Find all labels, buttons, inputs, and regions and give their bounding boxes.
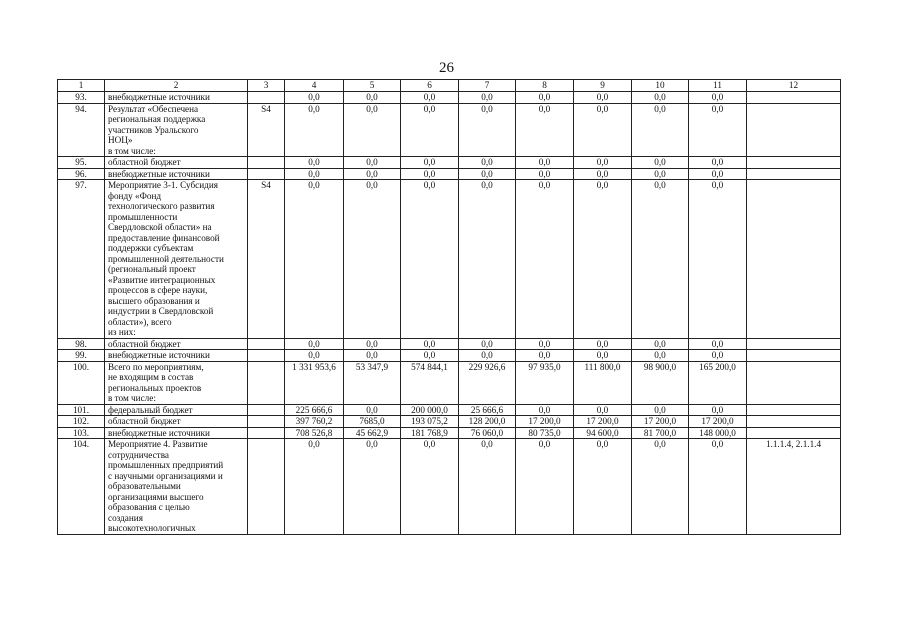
table-row <box>58 157 841 169</box>
row-description <box>105 157 248 169</box>
description-line: индустрии в Свердловской <box>108 306 214 316</box>
table-body <box>58 80 841 535</box>
column-number-header: 4 <box>285 80 344 92</box>
row-number: 96. <box>58 168 105 180</box>
value-cell: 0,0 <box>574 92 632 104</box>
value-cell: 0,0 <box>574 439 632 535</box>
row-description <box>105 168 248 180</box>
value-cell: 0,0 <box>459 350 516 362</box>
value-cell: 0,0 <box>344 157 401 169</box>
value-cell: 0,0 <box>632 103 689 157</box>
value-cell: 17 200,0 <box>516 416 574 428</box>
value-cell: 0,0 <box>632 92 689 104</box>
value-cell: 0,0 <box>401 157 459 169</box>
value-cell: 1 331 953,6 <box>285 361 344 404</box>
row-number: 94. <box>58 103 105 157</box>
value-cell: 0,0 <box>401 168 459 180</box>
budget-code: S4 <box>248 180 285 339</box>
value-cell: 148 000,0 <box>689 427 747 439</box>
value-cell: 0,0 <box>285 180 344 339</box>
row-description <box>105 361 248 404</box>
description-line: внебюджетные источники <box>108 92 210 102</box>
value-cell: 0,0 <box>632 404 689 416</box>
row-number: 103. <box>58 427 105 439</box>
row-number: 104. <box>58 439 105 535</box>
description-line: Результат «Обеспечена <box>108 103 199 114</box>
description-line: областной бюджет <box>108 157 181 167</box>
budget-code <box>248 350 285 362</box>
value-cell: 0,0 <box>344 404 401 416</box>
value-cell: 0,0 <box>574 338 632 350</box>
value-cell: 0,0 <box>401 103 459 157</box>
description-line: региональных проектов <box>108 382 202 393</box>
value-cell: 0,0 <box>344 168 401 180</box>
budget-code <box>248 404 285 416</box>
value-cell: 0,0 <box>516 92 574 104</box>
target-indicator <box>747 92 841 104</box>
value-cell: 0,0 <box>689 92 747 104</box>
value-cell: 17 200,0 <box>632 416 689 428</box>
value-cell: 0,0 <box>344 180 401 339</box>
table-row <box>58 439 841 535</box>
target-indicator <box>747 168 841 180</box>
value-cell: 0,0 <box>574 350 632 362</box>
budget-code <box>248 439 285 535</box>
description-line: областной бюджет <box>108 416 181 426</box>
value-cell: 0,0 <box>574 103 632 157</box>
description-line: региональная поддержка <box>108 114 206 124</box>
column-number-header: 6 <box>401 80 459 92</box>
description-line: Свердловской области» на <box>108 222 212 232</box>
column-number-header: 10 <box>632 80 689 92</box>
value-cell: 0,0 <box>344 338 401 350</box>
value-cell: 0,0 <box>285 168 344 180</box>
value-cell: 0,0 <box>285 92 344 104</box>
column-number-header: 11 <box>689 80 747 92</box>
row-description <box>105 350 248 362</box>
row-description <box>105 404 248 416</box>
table-row <box>58 92 841 104</box>
column-number-row <box>58 80 841 92</box>
value-cell: 0,0 <box>574 404 632 416</box>
value-cell: 0,0 <box>632 157 689 169</box>
value-cell: 0,0 <box>689 439 747 535</box>
description-line: НОЦ» <box>108 135 133 145</box>
description-line: не входящим в состав <box>108 372 194 382</box>
description-line: внебюджетные источники <box>108 168 210 179</box>
value-cell: 0,0 <box>401 338 459 350</box>
column-number-header: 1 <box>58 80 105 92</box>
description-line: «Развитие интеграционных <box>108 274 216 285</box>
value-cell: 0,0 <box>459 157 516 169</box>
value-cell: 0,0 <box>459 338 516 350</box>
budget-code <box>248 361 285 404</box>
budget-code: S4 <box>248 103 285 157</box>
row-description <box>105 427 248 439</box>
description-line: участников Уральского <box>108 124 199 135</box>
value-cell: 0,0 <box>516 439 574 535</box>
value-cell: 0,0 <box>516 180 574 339</box>
value-cell: 0,0 <box>459 180 516 339</box>
description-line: образования с целью <box>108 502 190 512</box>
value-cell: 25 666,6 <box>459 404 516 416</box>
value-cell: 225 666,6 <box>285 404 344 416</box>
value-cell: 0,0 <box>401 439 459 535</box>
value-cell: 0,0 <box>285 103 344 157</box>
description-line: внебюджетные источники <box>108 427 210 438</box>
value-cell: 193 075,2 <box>401 416 459 428</box>
value-cell: 0,0 <box>401 180 459 339</box>
value-cell: 0,0 <box>689 404 747 416</box>
value-cell: 0,0 <box>632 350 689 362</box>
value-cell: 0,0 <box>459 168 516 180</box>
description-line: Мероприятие 3-1. Субсидия <box>108 180 218 190</box>
budget-code <box>248 416 285 428</box>
value-cell: 53 347,9 <box>344 361 401 404</box>
row-number: 97. <box>58 180 105 339</box>
value-cell: 0,0 <box>516 404 574 416</box>
description-line: создания <box>108 512 143 523</box>
description-line: процессов в сфере науки, <box>108 285 208 295</box>
description-line: (региональный проект <box>108 264 196 274</box>
value-cell: 0,0 <box>689 180 747 339</box>
description-line: поддержки субъектам <box>108 243 194 253</box>
budget-code <box>248 338 285 350</box>
table-row <box>58 350 841 362</box>
target-indicator: 1.1.1.4, 2.1.1.4 <box>747 439 841 535</box>
description-line: Всего по мероприятиям, <box>108 361 204 372</box>
value-cell: 0,0 <box>516 350 574 362</box>
value-cell: 0,0 <box>285 338 344 350</box>
row-number: 100. <box>58 361 105 404</box>
target-indicator <box>747 350 841 362</box>
row-description <box>105 338 248 350</box>
value-cell: 0,0 <box>516 338 574 350</box>
value-cell: 0,0 <box>459 92 516 104</box>
table-row <box>58 338 841 350</box>
column-number-header: 5 <box>344 80 401 92</box>
target-indicator <box>747 427 841 439</box>
value-cell: 98 900,0 <box>632 361 689 404</box>
budget-code <box>248 92 285 104</box>
value-cell: 200 000,0 <box>401 404 459 416</box>
page-number: 26 <box>439 60 454 76</box>
row-number: 99. <box>58 350 105 362</box>
row-number: 98. <box>58 338 105 350</box>
description-line: образовательными <box>108 481 181 491</box>
value-cell: 708 526,8 <box>285 427 344 439</box>
description-line: фонду «Фонд <box>108 190 162 201</box>
value-cell: 0,0 <box>516 168 574 180</box>
value-cell: 0,0 <box>344 92 401 104</box>
value-cell: 0,0 <box>574 168 632 180</box>
row-description <box>105 180 248 339</box>
row-description <box>105 439 248 535</box>
value-cell: 0,0 <box>574 180 632 339</box>
value-cell: 0,0 <box>344 439 401 535</box>
value-cell: 0,0 <box>632 439 689 535</box>
row-description <box>105 103 248 157</box>
target-indicator <box>747 157 841 169</box>
value-cell: 0,0 <box>459 103 516 157</box>
value-cell: 0,0 <box>401 92 459 104</box>
value-cell: 181 768,9 <box>401 427 459 439</box>
budget-code <box>248 157 285 169</box>
value-cell: 0,0 <box>344 103 401 157</box>
description-line: области»), всего <box>108 316 172 327</box>
value-cell: 17 200,0 <box>574 416 632 428</box>
column-number-header: 2 <box>105 80 248 92</box>
description-line: организациями высшего <box>108 491 204 502</box>
value-cell: 7685,0 <box>344 416 401 428</box>
value-cell: 0,0 <box>632 180 689 339</box>
description-line: высокотехнологичных <box>108 523 196 533</box>
value-cell: 0,0 <box>516 103 574 157</box>
column-number-header: 3 <box>248 80 285 92</box>
row-number: 93. <box>58 92 105 104</box>
value-cell: 574 844,1 <box>401 361 459 404</box>
value-cell: 0,0 <box>459 439 516 535</box>
table-row <box>58 416 841 428</box>
target-indicator <box>747 338 841 350</box>
target-indicator <box>747 103 841 157</box>
value-cell: 0,0 <box>689 103 747 157</box>
row-number: 101. <box>58 404 105 416</box>
description-line: промышленной деятельности <box>108 253 224 264</box>
description-line: предоставление финансовой <box>108 232 220 243</box>
target-indicator <box>747 180 841 339</box>
value-cell: 165 200,0 <box>689 361 747 404</box>
row-description <box>105 416 248 428</box>
value-cell: 94 600,0 <box>574 427 632 439</box>
value-cell: 0,0 <box>401 350 459 362</box>
value-cell: 0,0 <box>689 350 747 362</box>
target-indicator <box>747 361 841 404</box>
table-row <box>58 103 841 157</box>
value-cell: 111 800,0 <box>574 361 632 404</box>
description-line: промышленных предприятий <box>108 460 224 470</box>
value-cell: 229 926,6 <box>459 361 516 404</box>
column-number-header: 7 <box>459 80 516 92</box>
value-cell: 0,0 <box>689 338 747 350</box>
value-cell: 0,0 <box>285 157 344 169</box>
budget-code <box>248 427 285 439</box>
description-line: высшего образования и <box>108 295 200 306</box>
value-cell: 17 200,0 <box>689 416 747 428</box>
description-line: Мероприятие 4. Развитие <box>108 439 208 449</box>
table-row <box>58 427 841 439</box>
table-row <box>58 168 841 180</box>
value-cell: 0,0 <box>689 157 747 169</box>
row-number: 95. <box>58 157 105 169</box>
description-line: сотрудничества <box>108 449 169 460</box>
value-cell: 0,0 <box>516 157 574 169</box>
value-cell: 97 935,0 <box>516 361 574 404</box>
target-indicator <box>747 416 841 428</box>
description-line: с научными организациями и <box>108 470 223 481</box>
description-line: в том числе: <box>108 145 156 156</box>
column-number-header: 9 <box>574 80 632 92</box>
description-line: в том числе: <box>108 393 156 403</box>
value-cell: 0,0 <box>574 157 632 169</box>
description-line: технологического развития <box>108 201 215 211</box>
value-cell: 0,0 <box>632 338 689 350</box>
value-cell: 0,0 <box>632 168 689 180</box>
value-cell: 81 700,0 <box>632 427 689 439</box>
value-cell: 397 760,2 <box>285 416 344 428</box>
value-cell: 45 662,9 <box>344 427 401 439</box>
value-cell: 0,0 <box>285 439 344 535</box>
column-number-header: 8 <box>516 80 574 92</box>
value-cell: 0,0 <box>689 168 747 180</box>
value-cell: 128 200,0 <box>459 416 516 428</box>
target-indicator <box>747 404 841 416</box>
description-line: областной бюджет <box>108 338 181 349</box>
description-line: промышленности <box>108 211 178 222</box>
value-cell: 76 060,0 <box>459 427 516 439</box>
table-row <box>58 404 841 416</box>
table-row <box>58 361 841 404</box>
value-cell: 0,0 <box>344 350 401 362</box>
value-cell: 80 735,0 <box>516 427 574 439</box>
budget-table <box>57 79 841 535</box>
row-number: 102. <box>58 416 105 428</box>
description-line: внебюджетные источники <box>108 350 210 360</box>
description-line: федеральный бюджет <box>108 404 193 415</box>
value-cell: 0,0 <box>285 350 344 362</box>
description-line: из них: <box>108 327 136 337</box>
column-number-header: 12 <box>747 80 841 92</box>
budget-code <box>248 168 285 180</box>
row-description <box>105 92 248 104</box>
table-row <box>58 180 841 339</box>
